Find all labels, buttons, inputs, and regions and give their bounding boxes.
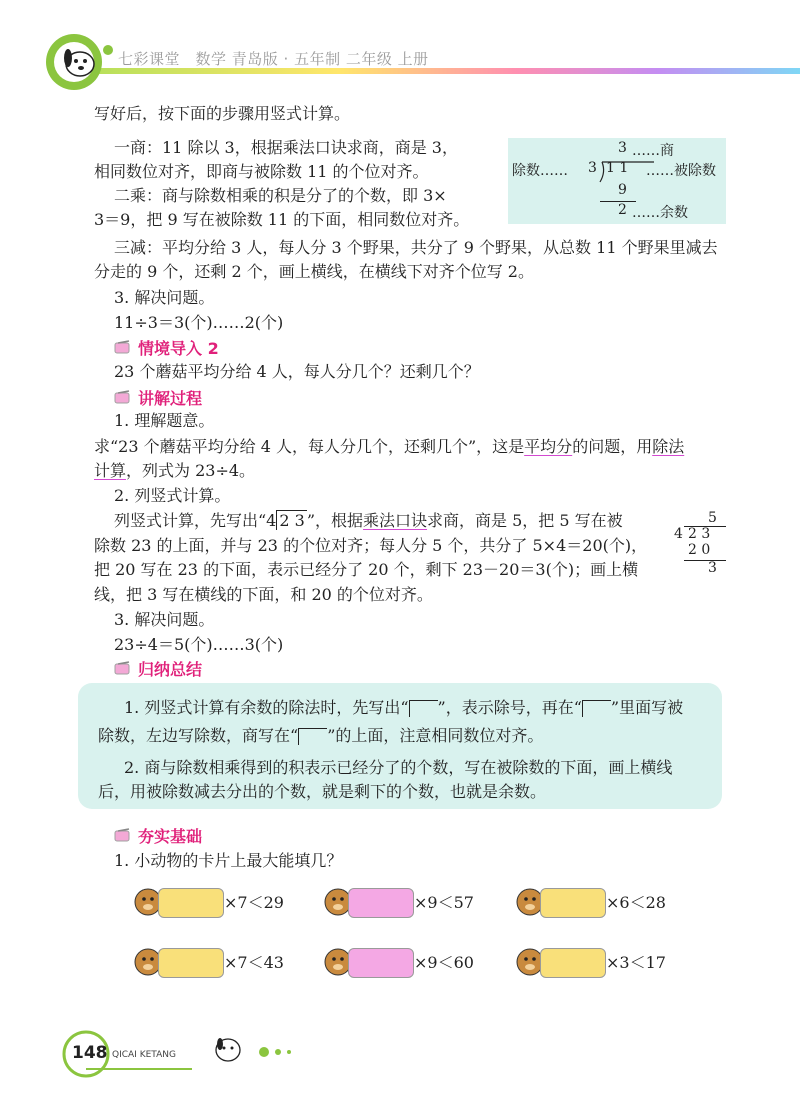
remainder: 2 xyxy=(618,202,627,218)
answer-card[interactable] xyxy=(158,948,224,978)
inequality-expression: ×7＜29 xyxy=(224,893,284,912)
body-line: 3. 解决问题。 xyxy=(114,610,215,629)
inequality-expression: ×6＜28 xyxy=(606,893,666,912)
body-line: 除数 23 的上面，并与 23 的个位对齐；每人分 5 个，共分了 5×4＝20(个)， xyxy=(94,536,648,555)
divisor: 3 xyxy=(588,160,597,176)
long-division-diagram-2 xyxy=(670,508,730,580)
body-line: 3. 解决问题。 xyxy=(114,288,215,307)
body-line: 线，把 3 写在横线的下面，和 20 的个位对齐。 xyxy=(94,585,433,604)
body-line: 二乘：商与除数相乘的积是分了的个数，即 3× xyxy=(114,186,447,205)
remainder: 3 xyxy=(708,560,717,576)
long-division-diagram-1 xyxy=(508,138,726,224)
body-line: 写好后，按下面的步骤用竖式计算。 xyxy=(94,104,351,123)
section-title: 讲解过程 xyxy=(138,388,203,408)
body-line: 一商：11 除以 3，根据乘法口诀求商，商是 3， xyxy=(114,138,458,157)
body-line: 分走的 9 个，还剩 2 个，画上横线，在横线下对齐个位写 2。 xyxy=(94,262,534,281)
quotient: 3 xyxy=(618,140,627,156)
pencil-book-icon xyxy=(114,390,132,404)
underlined-term: 计算 xyxy=(94,461,127,480)
division-sign-glyph xyxy=(582,700,611,717)
body-line: 计算，列式为 23÷4。 xyxy=(94,461,256,480)
mascot-logo xyxy=(40,30,122,92)
divisor-label: 除数…… xyxy=(512,163,568,179)
body-line: 把 20 写在 23 的下面，表示已经分了 20 个，剩下 23－20＝3(个)；画上横 xyxy=(94,560,639,579)
section-title: 归纳总结 xyxy=(138,659,203,679)
answer-card[interactable] xyxy=(540,948,606,978)
body-line: 相同数位对齐，即商与被除数 11 的个位对齐。 xyxy=(94,162,429,181)
inequality-expression: ×7＜43 xyxy=(224,953,284,972)
pencil-book-icon xyxy=(114,828,132,842)
question-text: 23 个蘑菇平均分给 4 人，每人分几个？还剩几个？ xyxy=(114,362,480,381)
pencil-book-icon xyxy=(114,340,132,354)
inequality-expression: ×3＜17 xyxy=(606,953,666,972)
division-sign-glyph xyxy=(298,728,327,745)
section-heading-practice xyxy=(114,824,202,846)
page-number: 148 xyxy=(72,1043,108,1063)
dividend-label: ……被除数 xyxy=(646,163,716,179)
division-sign-glyph xyxy=(409,700,438,717)
series-name: QICAI KETANG xyxy=(112,1050,176,1060)
summary-line: 后，用被除数减去分出的个数，就是剩下的个数，也就是余数。 xyxy=(98,782,547,801)
body-line: 23÷4＝5(个)……3(个) xyxy=(114,635,284,654)
summary-line: 1. 列竖式计算有余数的除法时，先写出“ ”，表示除号，再在“ ”里面写被 xyxy=(124,698,684,717)
product: 9 xyxy=(618,182,627,198)
answer-card[interactable] xyxy=(348,888,414,918)
footer-mascot xyxy=(206,1030,316,1070)
answer-card[interactable] xyxy=(348,948,414,978)
body-line: 11÷3＝3(个)……2(个) xyxy=(114,313,284,332)
quotient-label: ……商 xyxy=(632,143,674,159)
section-heading-explanation xyxy=(114,386,202,408)
section-heading-scenario xyxy=(114,336,219,358)
body-line: 列竖式计算，先写出“4 2 3 ”，根据乘法口诀求商，商是 5，把 5 写在被 xyxy=(114,511,623,530)
remainder-label: ……余数 xyxy=(632,205,688,221)
underlined-term: 平均分 xyxy=(524,437,573,456)
underlined-term: 乘法口诀 xyxy=(363,511,428,530)
section-title: 夯实基础 xyxy=(138,826,203,846)
subtraction-line xyxy=(684,560,726,561)
quotient: 5 xyxy=(708,510,717,526)
inequality-expression: ×9＜60 xyxy=(414,953,474,972)
header-title: 七彩课堂 数学 青岛版 · 五年制 二年级 上册 xyxy=(118,50,429,68)
body-line: 1. 理解题意。 xyxy=(114,411,215,430)
body-line: 三减：平均分给 3 人，每人分 3 个野果，共分了 9 个野果，从总数 11 个野果里减去 xyxy=(114,238,718,257)
answer-card[interactable] xyxy=(158,888,224,918)
section-heading-summary xyxy=(114,657,202,679)
summary-line: 除数，左边写除数，商写在“ ”的上面，注意相同数位对齐。 xyxy=(98,726,544,745)
exercise-prompt: 1. 小动物的卡片上最大能填几？ xyxy=(114,851,343,870)
product: 2 0 xyxy=(688,542,711,558)
inequality-expression: ×9＜57 xyxy=(414,893,474,912)
answer-card[interactable] xyxy=(540,888,606,918)
body-line: 3＝9，把 9 写在被除数 11 的下面，相同数位对齐。 xyxy=(94,210,470,229)
inline-division-sign: 2 3 xyxy=(276,510,306,530)
summary-panel xyxy=(78,683,722,809)
divisor: 4 xyxy=(674,526,683,542)
pencil-book-icon xyxy=(114,661,132,675)
underlined-term: 除法 xyxy=(652,437,685,456)
dividend: 1 1 xyxy=(606,160,629,176)
dividend: 2 3 xyxy=(688,526,711,542)
body-line: 求“23 个蘑菇平均分给 4 人，每人分几个，还剩几个”，这是平均分的问题，用除法 xyxy=(94,437,685,456)
section-title: 情境导入 2 xyxy=(138,338,219,358)
body-line: 2. 列竖式计算。 xyxy=(114,486,231,505)
summary-line: 2. 商与除数相乘得到的积表示已经分了的个数，写在被除数的下面，画上横线 xyxy=(124,758,673,777)
